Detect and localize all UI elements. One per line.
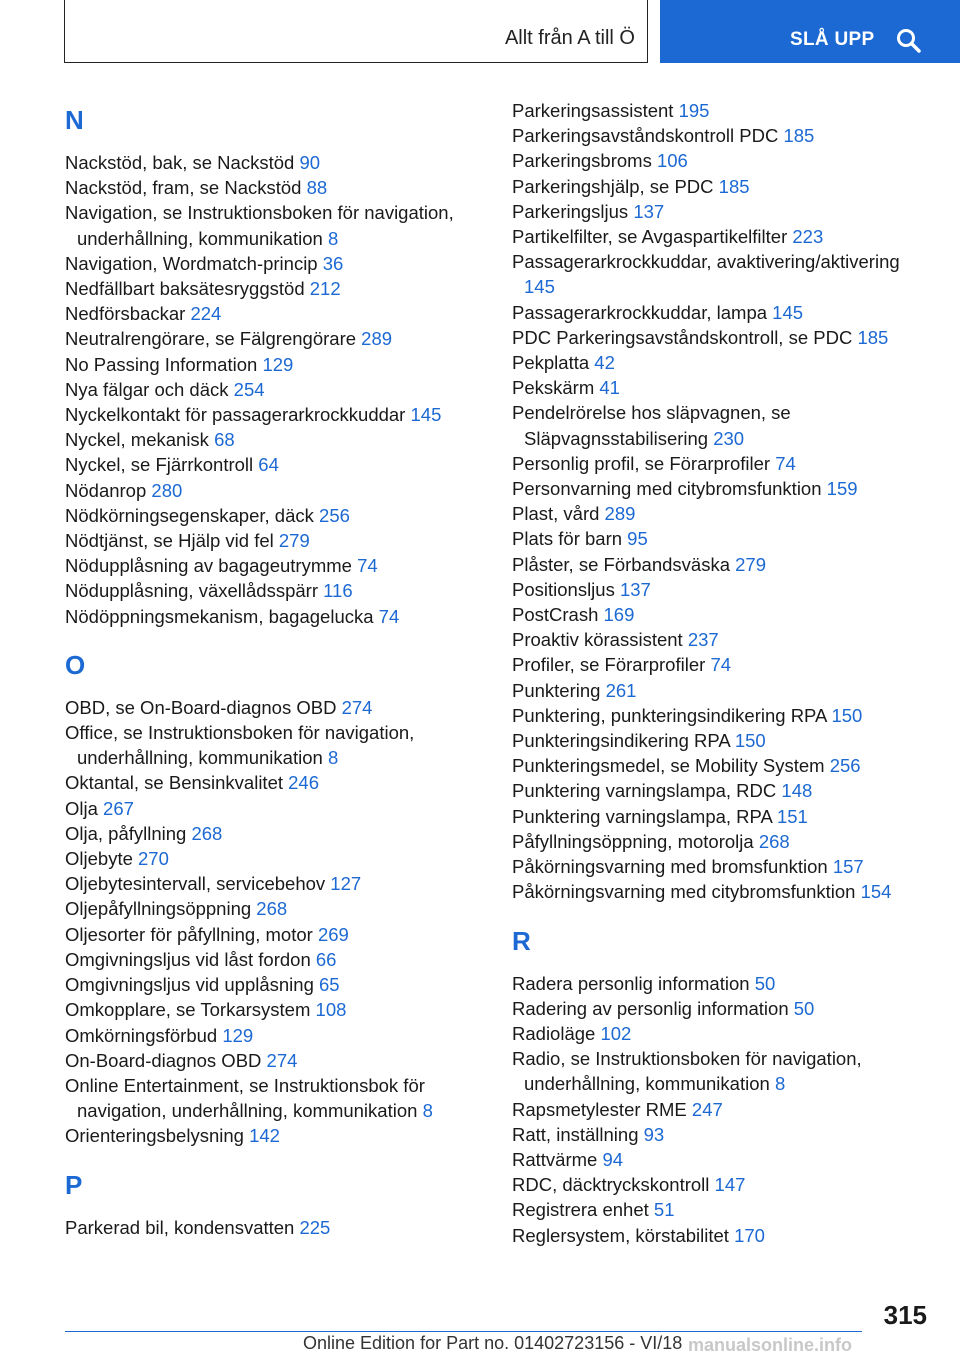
index-entry	[65, 871, 475, 896]
page-link[interactable]: 170	[734, 1224, 765, 1246]
page-link[interactable]: 64	[258, 454, 279, 476]
index-letter-heading: O	[65, 649, 86, 680]
index-entry-text: Parkeringsavståndskontroll PDC	[512, 125, 779, 147]
index-entry-text: Omgivningsljus vid låst fordon	[65, 948, 311, 970]
section-spacer	[65, 1149, 475, 1163]
footer-divider	[65, 1331, 862, 1332]
index-entry	[512, 123, 932, 148]
page-link[interactable]: 268	[256, 898, 288, 920]
page-link[interactable]: 280	[151, 479, 183, 501]
index-entry	[512, 148, 932, 173]
index-entry	[512, 1172, 932, 1197]
index-entry-text: Parkeringsassistent	[512, 100, 674, 121]
index-entry-text: Nödupplåsning, växellådsspärr	[65, 580, 318, 602]
index-entry	[512, 652, 932, 677]
index-entry-text: Proaktiv körassistent	[512, 629, 683, 651]
page-link[interactable]: 212	[309, 278, 341, 300]
index-entry	[65, 947, 475, 972]
page-link[interactable]: 137	[633, 200, 665, 222]
index-entry-text: Punktering, punkteringsindikering RPA	[512, 704, 827, 726]
index-entry	[65, 1073, 475, 1123]
index-entry	[512, 249, 932, 299]
page-link[interactable]: 150	[831, 704, 863, 726]
index-entry-text: Personlig profil, se Förarprofiler	[512, 452, 771, 474]
index-entry-text: Radera personlig information	[512, 972, 750, 994]
index-entry	[512, 1046, 932, 1096]
index-entry-text: Påkörningsvarning med bromsfunktion	[512, 856, 828, 878]
index-entry-text: Parkerad bil, kondensvatten	[65, 1216, 295, 1238]
index-entry-text: Radioläge	[512, 1022, 596, 1044]
index-entry-text: Punktering	[512, 679, 601, 701]
page-link[interactable]: 270	[138, 848, 169, 870]
page-link[interactable]: 129	[222, 1024, 254, 1046]
page-link[interactable]: 102	[600, 1022, 632, 1044]
index-entry	[512, 552, 932, 577]
page-link[interactable]: 8	[774, 1073, 786, 1095]
watermark: manualsonline.info	[688, 1335, 853, 1355]
page-link[interactable]: 261	[605, 679, 637, 701]
index-entry	[512, 602, 932, 627]
index-entry-text: Personvarning med citybromsfunktion	[512, 478, 822, 500]
index-entry-text: Registrera enhet	[512, 1199, 649, 1221]
page-link[interactable]: 8	[422, 1100, 433, 1122]
index-entry-text: Punkteringsindikering RPA	[512, 730, 730, 752]
index-entry-text: Nödöppningsmekanism, bagagelucka	[65, 605, 374, 627]
page-link[interactable]: 145	[410, 404, 442, 426]
page-link[interactable]: 41	[599, 377, 620, 399]
index-entry	[65, 326, 475, 351]
page-link[interactable]: 51	[653, 1199, 675, 1221]
page-link[interactable]: 145	[524, 276, 555, 298]
index-entry	[65, 377, 475, 402]
index-entry	[65, 1123, 475, 1148]
index-entry-text: Online Entertainment, se Instruktionsbok för navigation, underhållning, kommunikation	[65, 1074, 425, 1122]
index-entry	[512, 501, 932, 526]
page-number: 315	[883, 1300, 927, 1330]
page-link[interactable]: 224	[190, 303, 222, 325]
index-entry	[512, 199, 932, 224]
index-entry-text: Oljepåfyllningsöppning	[65, 898, 252, 920]
page-link[interactable]: 269	[317, 923, 349, 945]
page-link[interactable]: 129	[262, 353, 294, 375]
index-entry-text: Omkopplare, se Torkarsystem	[65, 999, 311, 1021]
index-entry-text: Orienteringsbelysning	[65, 1125, 244, 1147]
section-spacer	[65, 629, 475, 643]
index-entry-text: Plåster, se Förbandsväska	[512, 553, 730, 575]
page-link[interactable]: 289	[361, 328, 393, 350]
index-entry	[65, 452, 475, 477]
index-entry-text: Nödtjänst, se Hjälp vid fel	[65, 530, 274, 552]
index-entry	[512, 804, 932, 829]
page-link[interactable]: 159	[826, 478, 858, 500]
index-entry	[65, 276, 475, 301]
search-icon	[896, 28, 922, 54]
index-entry-text: Radering av personlig information	[512, 997, 789, 1019]
page-link[interactable]: 74	[775, 452, 796, 474]
index-entry	[512, 778, 932, 803]
index-entry	[65, 150, 475, 175]
page-link[interactable]: 185	[718, 175, 750, 197]
index-entry-text: Passagerarkrockkuddar, lampa	[512, 301, 768, 323]
index-entry	[512, 703, 932, 728]
index-entry	[65, 175, 475, 200]
index-entry	[65, 720, 475, 770]
page-link[interactable]: 8	[327, 227, 339, 249]
index-entry	[512, 971, 932, 996]
page-link[interactable]: 127	[330, 873, 362, 895]
index-entry	[512, 98, 932, 123]
index-entry	[512, 879, 932, 904]
index-entry-text: Punktering varningslampa, RPA	[512, 805, 772, 827]
index-entry	[512, 174, 932, 199]
index-entry	[65, 821, 475, 846]
index-entry-text: Nedförsbackar	[65, 303, 186, 325]
index-entry	[512, 577, 932, 602]
index-entry-text: Nackstöd, bak, se Nackstöd	[65, 152, 295, 173]
index-entry-text: No Passing Information	[65, 353, 258, 375]
index-entry	[512, 627, 932, 652]
page-link[interactable]: 256	[319, 504, 350, 526]
index-entry-text: Nackstöd, fram, se Nackstöd	[65, 177, 302, 199]
index-entry	[65, 922, 475, 947]
edition-info: Online Edition for Part no. 01402723156 - VI/18	[303, 1333, 683, 1353]
page-link[interactable]: 66	[315, 948, 337, 970]
index-column-right	[512, 98, 932, 1248]
page-link[interactable]: 74	[357, 555, 378, 577]
index-entry-text: Påkörningsvarning med citybromsfunktion	[512, 881, 856, 903]
index-entry-text: Pekplatta	[512, 352, 590, 374]
index-entry-text: Nyckelkontakt för passagerarkrockkuddar	[65, 404, 406, 426]
index-entry	[65, 200, 475, 250]
page-link[interactable]: 237	[687, 629, 719, 651]
index-entry	[65, 427, 475, 452]
index-entry-text: Omgivningsljus vid upplåsning	[65, 974, 314, 996]
index-entry-text: Nyckel, se Fjärrkontroll	[65, 454, 254, 476]
page-link[interactable]: 8	[327, 747, 339, 769]
page-link[interactable]: 274	[266, 1049, 298, 1071]
index-entry	[65, 770, 475, 795]
index-entry	[512, 854, 932, 879]
section-spacer	[512, 905, 932, 919]
index-entry-text: Nödanrop	[65, 479, 147, 501]
page-link[interactable]: 150	[734, 730, 766, 752]
index-entry	[512, 375, 932, 400]
index-entry	[65, 997, 475, 1022]
index-letter-heading: P	[65, 1169, 83, 1200]
index-entry	[512, 1097, 932, 1122]
page-link[interactable]: 254	[233, 378, 265, 400]
page-link[interactable]: 94	[602, 1148, 624, 1170]
page-link[interactable]: 185	[783, 125, 815, 147]
page-link[interactable]: 95	[627, 528, 648, 550]
index-entry-text: Oljesorter för påfyllning, motor	[65, 923, 313, 945]
index-entry-text: Nödupplåsning av bagageutrymme	[65, 555, 352, 577]
index-entry	[512, 526, 932, 551]
page-link[interactable]: 137	[619, 578, 651, 600]
page-link[interactable]: 42	[594, 352, 615, 374]
index-entry	[512, 224, 932, 249]
index-entry-text: PDC Parkeringsavståndskontroll, se PDC	[512, 326, 853, 348]
index-entry	[65, 1215, 475, 1240]
index-entry-text: Oljebytesintervall, servicebehov	[65, 873, 326, 895]
index-entry	[65, 796, 475, 821]
index-entry-text: OBD, se On-Board-diagnos OBD	[65, 696, 337, 718]
page-link[interactable]: 185	[857, 326, 889, 348]
index-letter-heading: N	[65, 105, 84, 135]
index-entry	[512, 451, 932, 476]
index-entry	[512, 753, 932, 778]
page-link[interactable]: 147	[714, 1174, 746, 1196]
index-entry-text: Oljebyte	[65, 848, 133, 870]
index-entry	[65, 578, 475, 603]
page-link[interactable]: 225	[299, 1216, 331, 1238]
header-tab[interactable]	[64, 0, 648, 63]
index-entry	[65, 402, 475, 427]
index-entry	[65, 695, 475, 720]
index-entry-text: PostCrash	[512, 604, 599, 626]
page-link[interactable]: 142	[249, 1125, 280, 1147]
index-entry	[512, 1147, 932, 1172]
index-entry	[65, 251, 475, 276]
index-entry-text: Partikelfilter, se Avgaspartikelfilter	[512, 226, 788, 248]
page-link[interactable]: 154	[860, 881, 892, 903]
page-link[interactable]: 93	[643, 1123, 665, 1145]
index-entry-text: Radio, se Instruktionsboken för navigation, underhållning, kommunikation	[512, 1048, 862, 1095]
page-link[interactable]: 50	[793, 997, 815, 1019]
index-entry-text: Olja	[65, 797, 98, 819]
lookup-button[interactable]	[660, 0, 960, 63]
index-entry-text: Office, se Instruktionsboken för navigation, underhållning, kommunikation	[65, 722, 415, 769]
page-link[interactable]: 279	[278, 530, 310, 552]
index-entry-text: Parkeringsljus	[512, 200, 629, 222]
index-entry	[512, 728, 932, 753]
page-link[interactable]: 267	[103, 797, 134, 819]
index-entry	[512, 996, 932, 1021]
index-entry-text: Pendelrörelse hos släpvagnen, se Släpvagnsstabilisering	[512, 402, 791, 449]
index-entry	[65, 478, 475, 503]
index-entry	[65, 846, 475, 871]
page-link[interactable]: 223	[792, 226, 824, 248]
header-tab-label: Allt från A till Ö	[504, 27, 635, 49]
index-entry-text: Nödkörningsegenskaper, däck	[65, 504, 314, 526]
index-entry	[512, 1122, 932, 1147]
index-entry-text: Profiler, se Förarprofiler	[512, 654, 706, 676]
index-entry-text: On-Board-diagnos OBD	[65, 1049, 262, 1071]
page-link[interactable]: 108	[315, 999, 347, 1021]
index-entry-text: Rattvärme	[512, 1148, 598, 1170]
index-entry-text: Navigation, se Instruktionsboken för navigation, underhållning, kommunikation	[65, 202, 454, 249]
index-entry-text: Nyckel, mekanisk	[65, 429, 209, 451]
page-link[interactable]: 50	[754, 972, 776, 994]
page-link[interactable]: 68	[214, 429, 235, 451]
index-entry-text: Neutralrengörare, se Fälgrengörare	[65, 328, 357, 350]
index-entry	[65, 352, 475, 377]
page-link[interactable]: 145	[772, 301, 804, 323]
index-entry-text: RDC, däcktryckskontroll	[512, 1174, 710, 1196]
index-entry	[65, 972, 475, 997]
index-entry	[65, 604, 475, 629]
index-entry-text: Rapsmetylester RME	[512, 1098, 687, 1120]
index-entry-text: Nya fälgar och däck	[65, 378, 229, 400]
lookup-button-label: SLÅ UPP	[790, 29, 875, 50]
page-link[interactable]: 74	[378, 605, 400, 627]
index-entry-text: Punkteringsmedel, se Mobility System	[512, 755, 825, 777]
page-link[interactable]: 106	[656, 150, 688, 172]
index-entry-text: Oktantal, se Bensinkvalitet	[65, 772, 283, 794]
index-entry	[65, 1048, 475, 1073]
page-link[interactable]: 246	[288, 772, 320, 794]
index-entry	[512, 1223, 932, 1248]
page-link[interactable]: 36	[322, 252, 344, 274]
index-entry-text: Plast, vård	[512, 503, 600, 525]
page-link[interactable]: 268	[758, 830, 790, 852]
index-entry	[512, 678, 932, 703]
index-entry-text: Reglersystem, körstabilitet	[512, 1224, 729, 1246]
index-entry-text: Pekskärm	[512, 377, 595, 399]
page-link[interactable]: 90	[299, 152, 321, 173]
page-link[interactable]: 157	[832, 856, 864, 878]
index-entry-text: Nedfällbart baksätesryggstöd	[65, 278, 305, 300]
page-link[interactable]: 116	[323, 580, 353, 602]
index-entry	[512, 1021, 932, 1046]
page-link[interactable]: 195	[678, 100, 710, 121]
page-link[interactable]: 148	[781, 780, 813, 802]
page-link[interactable]: 256	[829, 755, 861, 777]
index-entry-text: Omkörningsförbud	[65, 1024, 218, 1046]
index-entry-text: Parkeringshjälp, se PDC	[512, 175, 714, 197]
page-link[interactable]: 279	[735, 553, 767, 575]
index-entry	[512, 325, 932, 350]
page-link[interactable]: 74	[710, 654, 732, 676]
index-entry-text: Plats för barn	[512, 528, 623, 550]
index-entry-text: Punktering varningslampa, RDC	[512, 780, 777, 802]
index-entry	[65, 528, 475, 553]
index-column-left	[65, 98, 475, 1240]
page-link[interactable]: 274	[341, 696, 373, 718]
index-entry	[65, 301, 475, 326]
page-link[interactable]: 247	[691, 1098, 723, 1120]
index-entry	[512, 829, 932, 854]
index-letter-heading: R	[512, 925, 531, 956]
page-link[interactable]: 268	[191, 822, 223, 844]
index-entry-text: Passagerarkrockkuddar, avaktivering/aktivering	[512, 251, 900, 273]
page-link[interactable]: 65	[319, 974, 340, 996]
index-entry	[512, 476, 932, 501]
page-link[interactable]: 289	[604, 503, 636, 525]
index-entry	[512, 300, 932, 325]
index-entry	[65, 553, 475, 578]
page-link[interactable]: 169	[603, 604, 635, 626]
index-entry	[65, 1023, 475, 1048]
index-entry	[512, 350, 932, 375]
index-entry-text: Navigation, Wordmatch-princip	[65, 252, 318, 274]
page-link[interactable]: 230	[713, 427, 745, 449]
index-entry-text: Parkeringsbroms	[512, 150, 652, 172]
index-entry-text: Påfyllningsöppning, motorolja	[512, 830, 754, 852]
index-entry	[512, 1197, 932, 1222]
page-link[interactable]: 88	[306, 177, 328, 199]
index-entry	[65, 896, 475, 921]
index-entry-text: Positionsljus	[512, 578, 615, 600]
index-entry-text: Ratt, inställning	[512, 1123, 639, 1145]
index-entry-text: Olja, påfyllning	[65, 822, 187, 844]
index-entry	[512, 400, 932, 450]
index-entry	[65, 503, 475, 528]
page-link[interactable]: 151	[776, 805, 808, 827]
